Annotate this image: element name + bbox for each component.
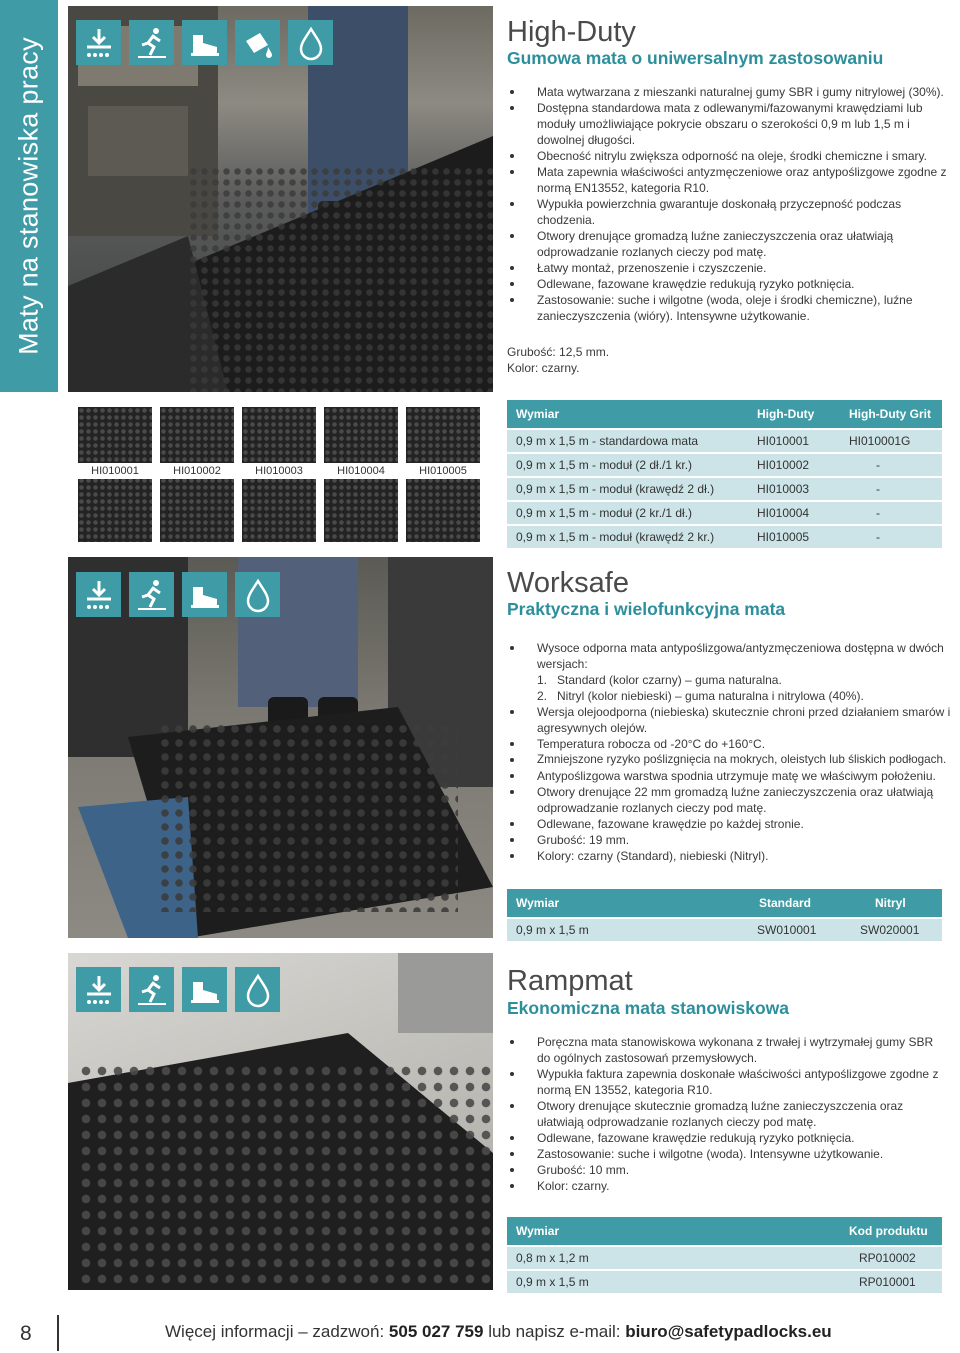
col-header: Wymiar xyxy=(516,407,560,421)
cell: - xyxy=(876,506,880,520)
module-label: HI010002 xyxy=(160,463,234,479)
list-item: Wypukła powierzchnia gwarantuje doskonałą przyczepność podczas chodzenia. xyxy=(509,196,954,228)
list-item: Dostępna standardowa mata z odlewanymi/fazowanymi krawędziami lub moduły umożliwiające pokrycie obszaru o szerokości 0,9 m lub 1,5 m i dowolnej długości. xyxy=(509,100,954,148)
feature-list xyxy=(509,640,959,864)
table-row xyxy=(507,452,942,476)
module-label: HI010003 xyxy=(242,463,316,479)
list-item: Odlewane, fazowane krawędzie redukują ryzyko potknięcia. xyxy=(509,276,954,292)
col-header: High-Duty xyxy=(757,407,815,421)
rampmat-table xyxy=(507,1217,942,1293)
table-row xyxy=(507,524,942,548)
product-title: High-Duty xyxy=(507,16,636,48)
list-item: Grubość: 10 mm. xyxy=(509,1162,949,1178)
anti-slip-icon xyxy=(129,572,174,617)
rampmat-icons xyxy=(76,967,280,1012)
table-row xyxy=(507,1245,942,1269)
cell: SW020001 xyxy=(860,923,920,937)
col-header: Wymiar xyxy=(516,1224,560,1238)
product-subtitle: Ekonomiczna mata stanowiskowa xyxy=(507,998,790,1018)
color: Kolor: czarny. xyxy=(507,361,580,375)
list-item: Mata wytwarzana z mieszanki naturalnej gumy SBR i gumy nitrylowej (30%). xyxy=(509,84,954,100)
list-item: 2. Nitryl (kolor niebieski) – guma naturalna i nitrylowa (40%). xyxy=(537,689,864,703)
anti-fatigue-icon xyxy=(76,967,121,1012)
sidebar-tab xyxy=(0,0,58,392)
anti-fatigue-icon xyxy=(76,572,121,617)
col-header: Nitryl xyxy=(875,896,906,910)
list-item: Antypoślizgowa warstwa spodnia utrzymuje matę we właściwym położeniu. xyxy=(509,768,959,784)
cell: SW010001 xyxy=(757,923,817,937)
col-header: High-Duty Grit xyxy=(849,407,931,421)
cell: HI010002 xyxy=(757,458,810,472)
list-item: 1. Standard (kolor czarny) – guma naturalna. xyxy=(537,673,782,687)
module-image xyxy=(242,407,316,542)
module-label: HI010001 xyxy=(78,463,152,479)
list-item: Poręczna mata stanowiskowa wykonana z trwałej i wytrzymałej gumy SBR do ogólnych zastosowań przemysłowych. xyxy=(509,1034,949,1066)
cell: - xyxy=(876,482,880,496)
table-row xyxy=(507,428,942,452)
cell: 0,9 m x 1,5 m xyxy=(516,1275,589,1289)
list-item: Wersja olejoodporna (niebieska) skutecznie chroni przed działaniem smarów i agresywnych olejów. xyxy=(509,704,959,736)
table-header xyxy=(507,400,942,428)
page-number: 8 xyxy=(20,1322,32,1345)
module-image xyxy=(160,407,234,542)
list-item: Obecność nitrylu zwiększa odporność na oleje, środki chemiczne i smary. xyxy=(509,148,954,164)
cell: - xyxy=(876,458,880,472)
thickness: Grubość: 12,5 mm. xyxy=(507,345,610,359)
module-label: HI010005 xyxy=(406,463,480,479)
module-image xyxy=(406,407,480,542)
water-drop-icon xyxy=(235,572,280,617)
email-link[interactable]: biuro@safetypadlocks.eu xyxy=(625,1322,832,1341)
feature-list xyxy=(509,84,954,324)
section-title: Maty na stanowiska pracy xyxy=(13,37,44,355)
table-row xyxy=(507,917,942,941)
cell: HI010001 xyxy=(757,434,810,448)
col-header: Standard xyxy=(759,896,812,910)
cell: RP010001 xyxy=(859,1275,916,1289)
cell: HI010005 xyxy=(757,530,810,544)
module-image xyxy=(324,407,398,542)
cell: 0,9 m x 1,5 m - moduł (2 kr./1 dł.) xyxy=(516,506,693,520)
footer-contact xyxy=(165,1322,832,1342)
list-item: Temperatura robocza od -20°C do +160°C. xyxy=(509,736,959,752)
cell: HI010001G xyxy=(849,434,911,448)
list-item: Kolor: czarny. xyxy=(509,1178,949,1194)
footer-divider xyxy=(57,1315,59,1351)
list-item: Zmniejszone ryzyko poślizgnięcia na mokrych, oleistych lub śliskich podłogach. xyxy=(509,752,959,768)
anti-fatigue-icon xyxy=(76,20,121,65)
water-drop-icon xyxy=(288,20,333,65)
anti-slip-icon xyxy=(129,967,174,1012)
list-item: Łatwy montaż, przenoszenie i czyszczenie. xyxy=(509,260,954,276)
feature-list xyxy=(509,1034,949,1194)
table-row xyxy=(507,500,942,524)
cell: RP010002 xyxy=(859,1251,916,1265)
anti-slip-icon xyxy=(129,20,174,65)
cell: HI010003 xyxy=(757,482,810,496)
product-subtitle: Praktyczna i wielofunkcyjna mata xyxy=(507,599,786,619)
module-label: HI010004 xyxy=(324,463,398,479)
module-thumbnails xyxy=(68,407,493,542)
col-header: Kod produktu xyxy=(849,1224,928,1238)
list-item: Wysoce odporna mata antypoślizgowa/antyzmęczeniowa dostępna w dwóch wersjach: xyxy=(509,640,959,672)
list-item: Odlewane, fazowane krawędzie po każdej stronie. xyxy=(509,816,959,832)
safety-shoe-icon xyxy=(182,572,227,617)
water-drop-icon xyxy=(235,967,280,1012)
list-item: Grubość: 19 mm. xyxy=(509,832,959,848)
worksafe-icons xyxy=(76,572,280,617)
col-header: Wymiar xyxy=(516,896,560,910)
high-duty-table xyxy=(507,400,942,548)
list-item: Zastosowanie: suche i wilgotne (woda, oleje i środki chemiczne), luźne zanieczyszczenia (wióry). Intensywne użytkowanie. xyxy=(509,292,954,324)
product-title: Rampmat xyxy=(507,965,633,997)
high-duty-icons xyxy=(76,20,333,65)
cell: 0,9 m x 1,5 m - moduł (2 dł./1 kr.) xyxy=(516,458,693,472)
safety-shoe-icon xyxy=(182,20,227,65)
safety-shoe-icon xyxy=(182,967,227,1012)
table-header xyxy=(507,889,942,917)
list-item: Otwory drenujące 22 mm gromadzą luźne zanieczyszczenia oraz ułatwiają odprowadzanie rozlanych cieczy pod matę. xyxy=(509,784,959,816)
product-subtitle: Gumowa mata o uniwersalnym zastosowaniu xyxy=(507,48,884,68)
oil-resistant-icon xyxy=(235,20,280,65)
footer-middle: lub napisz e-mail: xyxy=(483,1322,626,1341)
list-item: Mata zapewnia właściwości antyzmęczeniowe oraz antypoślizgowe zgodne z normą EN13552, kategoria R10. xyxy=(509,164,954,196)
worksafe-table xyxy=(507,889,942,941)
table-header xyxy=(507,1217,942,1245)
cell: 0,9 m x 1,5 m xyxy=(516,923,589,937)
list-item: Kolory: czarny (Standard), niebieski (Nitryl). xyxy=(509,848,959,864)
module-image xyxy=(78,407,152,542)
list-item: Otwory drenujące skutecznie gromadzą luźne zanieczyszczenia oraz ułatwiają odprowadzanie rozlanych cieczy pod matę. xyxy=(509,1098,949,1130)
phone-link[interactable]: 505 027 759 xyxy=(388,1322,484,1341)
cell: HI010004 xyxy=(757,506,810,520)
table-row xyxy=(507,476,942,500)
footer-prefix: Więcej informacji – zadzwoń: xyxy=(165,1322,389,1341)
cell: 0,9 m x 1,5 m - moduł (krawędź 2 kr.) xyxy=(516,530,715,544)
cell: - xyxy=(876,530,880,544)
cell: 0,9 m x 1,5 m - moduł (krawędź 2 dł.) xyxy=(516,482,715,496)
list-item: Wypukła faktura zapewnia doskonałe właściwości antypoślizgowe zgodne z normą EN 13552, kategoria R10. xyxy=(509,1066,949,1098)
cell: 0,9 m x 1,5 m - standardowa mata xyxy=(516,434,699,448)
product-title: Worksafe xyxy=(507,567,629,599)
list-item: Otwory drenujące gromadzą luźne zanieczyszczenia oraz ułatwiają odprowadzanie rozlanych cieczy pod matę. xyxy=(509,228,954,260)
list-item: Odlewane, fazowane krawędzie redukują ryzyko potknięcia. xyxy=(509,1130,949,1146)
list-item: Zastosowanie: suche i wilgotne (woda). Intensywne użytkowanie. xyxy=(509,1146,949,1162)
cell: 0,8 m x 1,2 m xyxy=(516,1251,589,1265)
table-row xyxy=(507,1269,942,1293)
